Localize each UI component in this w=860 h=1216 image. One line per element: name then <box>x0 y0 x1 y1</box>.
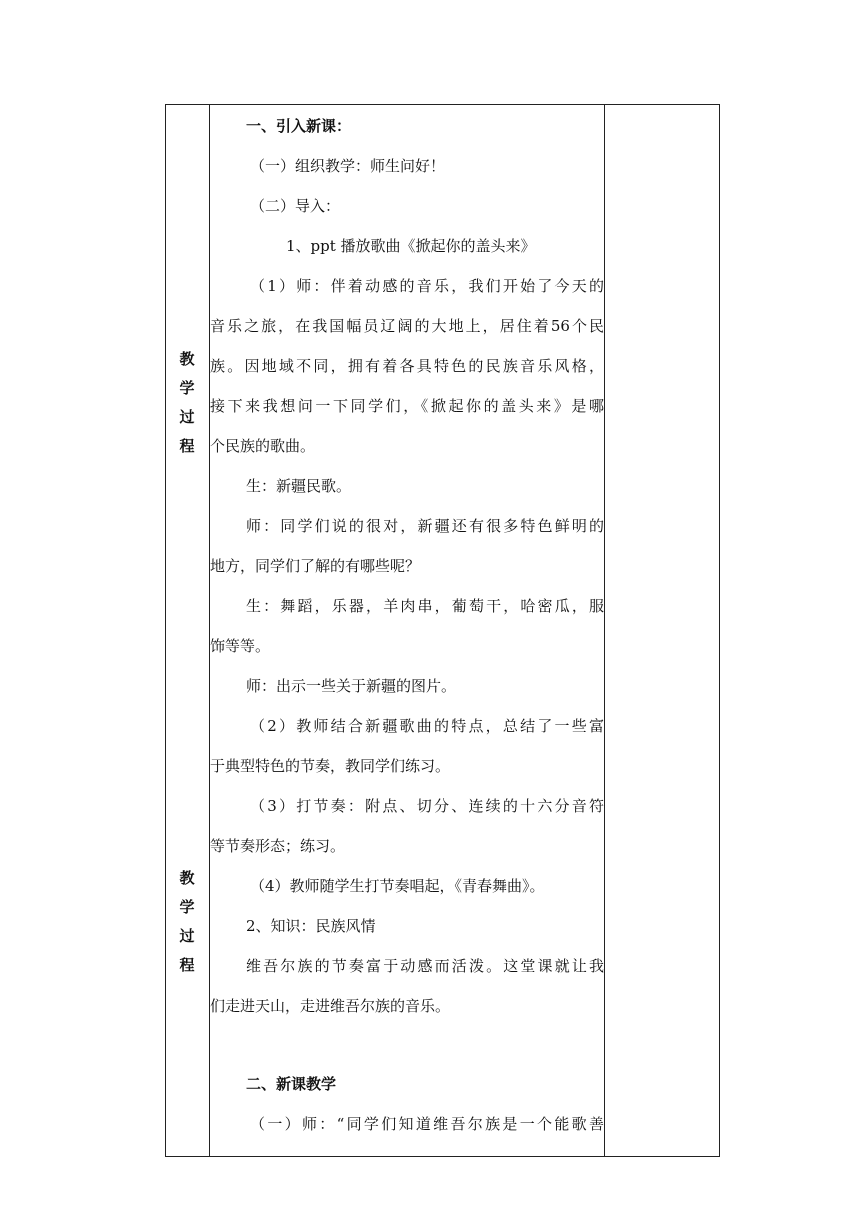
paragraph-line: （3）打节奏：附点、切分、连续的十六分音符 <box>250 797 604 815</box>
paragraph-line: （一）组织教学：师生问好！ <box>250 157 446 175</box>
blank-line <box>228 1026 604 1064</box>
side-label-teaching-process: 教学过程 <box>179 350 195 455</box>
section-heading: 二、新课教学 <box>246 1075 337 1093</box>
paragraph-line: 师：同学们说的很对，新疆还有很多特色鲜明的 <box>246 517 604 535</box>
paragraph-line: 2、知识：民族风情 <box>246 917 376 935</box>
paragraph-line: 们走进天山，走进维吾尔族的音乐。 <box>210 997 451 1015</box>
paragraph-line: 等节奏形态；练习。 <box>210 837 346 855</box>
paragraph-line: 地方，同学们了解的有哪些呢？ <box>210 557 421 575</box>
paragraph-line: 维吾尔族的节奏富于动感而活泼。这堂课就让我 <box>246 957 604 975</box>
paragraph-line: （一）师：“同学们知道维吾尔族是一个能歌善 <box>250 1115 604 1133</box>
paragraph-line: （二）导入： <box>250 197 341 215</box>
paragraph-line: 饰等等。 <box>210 637 271 655</box>
paragraph-line: 音乐之旅，在我国幅员辽阔的大地上，居住着56个民 <box>210 317 604 335</box>
paragraph-line: 于典型特色的节奏，教同学们练习。 <box>210 757 451 775</box>
paragraph-line: 族。因地域不同，拥有着各具特色的民族音乐风格， <box>210 357 604 375</box>
section-heading: 一、引入新课： <box>246 117 352 135</box>
paragraph-line: 个民族的歌曲。 <box>210 437 316 455</box>
paragraph-line: 生：舞蹈，乐器，羊肉串，葡萄干，哈密瓜，服 <box>246 597 604 615</box>
paragraph-line: 师：出示一些关于新疆的图片。 <box>246 677 457 695</box>
paragraph-line: （4）教师随学生打节奏唱起，《青春舞曲》。 <box>250 877 545 895</box>
paragraph-line: （1）师：伴着动感的音乐，我们开始了今天的 <box>250 277 604 295</box>
paragraph-line: 接下来我想问一下同学们，《掀起你的盖头来》是哪 <box>210 397 604 415</box>
paragraph-line: 1、ppt 播放歌曲《掀起你的盖头来》 <box>286 237 536 255</box>
paragraph-line: （2）教师结合新疆歌曲的特点，总结了一些富 <box>250 717 604 735</box>
lesson-content <box>210 106 604 1144</box>
table-column-divider <box>604 104 605 1157</box>
side-label-teaching-process: 教学过程 <box>179 869 195 974</box>
paragraph-line: 生：新疆民歌。 <box>246 477 352 495</box>
